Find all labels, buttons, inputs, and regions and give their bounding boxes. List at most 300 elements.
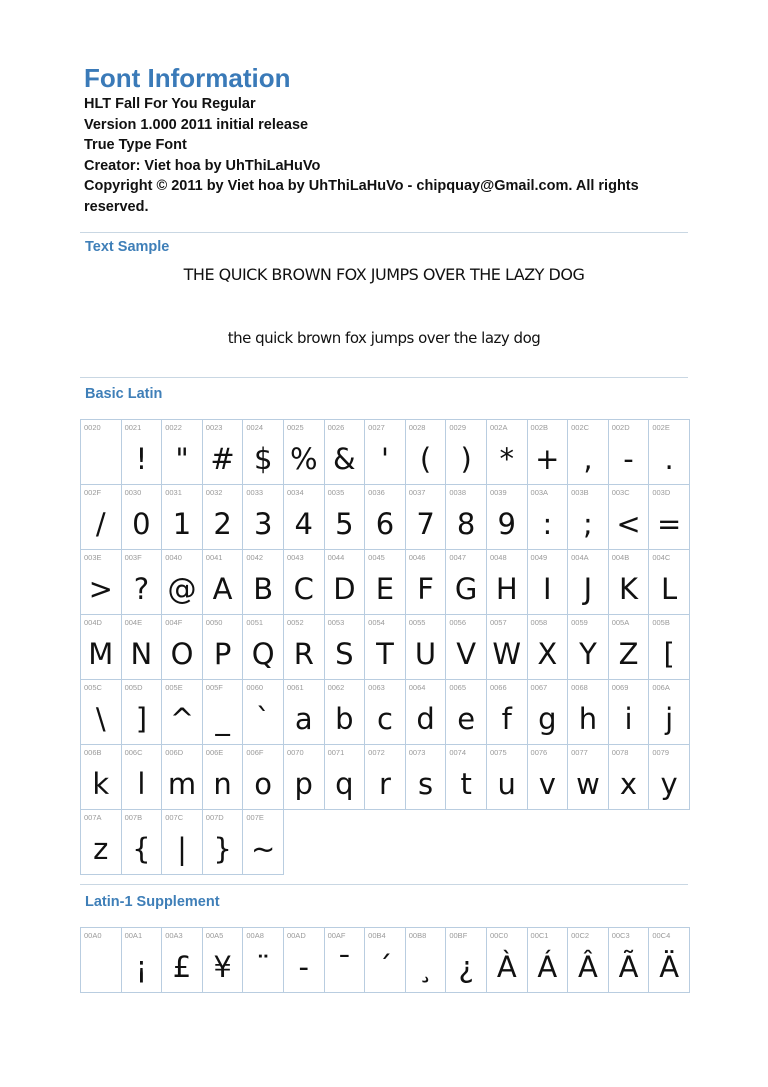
glyph: C xyxy=(293,572,314,606)
glyph: c xyxy=(376,702,393,736)
glyph-cell xyxy=(568,485,609,550)
glyph: q xyxy=(335,767,354,801)
glyph-cell xyxy=(162,550,203,615)
glyph-cell xyxy=(649,928,690,993)
glyph-cell xyxy=(325,680,366,745)
glyph: r xyxy=(378,767,391,801)
glyph-cell xyxy=(81,928,122,993)
codepoint-label: 0020 xyxy=(84,423,101,432)
glyph-cell xyxy=(122,680,163,745)
glyph: W xyxy=(492,637,522,671)
codepoint-label: 0077 xyxy=(571,748,588,757)
glyph: - xyxy=(298,950,309,984)
glyph-cell xyxy=(609,615,650,680)
glyph: H xyxy=(495,572,518,606)
glyph-cell xyxy=(609,420,650,485)
glyph-cell xyxy=(568,928,609,993)
codepoint-label: 003C xyxy=(611,488,630,497)
glyph-cell xyxy=(162,420,203,485)
codepoint-label: 004E xyxy=(124,618,143,627)
glyph: ^ xyxy=(169,702,195,736)
basic-latin-grid xyxy=(80,419,690,875)
glyph: ] xyxy=(135,702,148,736)
glyph: 9 xyxy=(497,507,516,541)
latin1-title: Latin-1 Supplement xyxy=(85,894,220,910)
glyph: l xyxy=(137,767,146,801)
glyph-cell xyxy=(528,420,569,485)
glyph-cell xyxy=(284,550,325,615)
glyph: = xyxy=(656,507,682,541)
glyph-cell xyxy=(649,550,690,615)
font-type: True Type Font xyxy=(84,137,187,153)
glyph: O xyxy=(170,637,194,671)
codepoint-label: 0058 xyxy=(530,618,548,627)
glyph-cell xyxy=(122,810,163,875)
glyph-cell xyxy=(122,928,163,993)
codepoint-label: 005F xyxy=(205,683,223,692)
glyph-cell xyxy=(528,680,569,745)
glyph: * xyxy=(499,442,514,476)
codepoint-label: 0076 xyxy=(530,748,548,757)
glyph-cell xyxy=(162,680,203,745)
codepoint-label: 00A5 xyxy=(205,931,224,940)
glyph-cell xyxy=(203,680,244,745)
glyph: M xyxy=(88,637,114,671)
glyph-cell xyxy=(81,680,122,745)
codepoint-label: 0031 xyxy=(165,488,182,497)
glyph: + xyxy=(535,442,560,476)
codepoint-label: 004F xyxy=(165,618,183,627)
codepoint-label: 00A3 xyxy=(165,931,183,940)
codepoint-label: 0027 xyxy=(368,423,385,432)
glyph-cell xyxy=(446,420,487,485)
codepoint-label: 00C3 xyxy=(611,931,630,940)
glyph-cell xyxy=(284,680,325,745)
glyph: n xyxy=(213,767,232,801)
codepoint-label: 006C xyxy=(124,748,143,757)
font-info-header xyxy=(84,62,690,217)
codepoint-label: 006B xyxy=(84,748,102,757)
latin1-grid xyxy=(80,927,690,993)
codepoint-label: 0045 xyxy=(368,553,385,562)
codepoint-label: 0023 xyxy=(205,423,223,432)
codepoint-label: 0078 xyxy=(611,748,629,757)
glyph-cell xyxy=(365,485,406,550)
glyph-cell xyxy=(365,928,406,993)
divider xyxy=(80,232,688,233)
glyph-cell xyxy=(81,420,122,485)
glyph-cell xyxy=(487,420,528,485)
glyph: [ xyxy=(663,637,675,671)
glyph-cell xyxy=(609,550,650,615)
glyph-cell xyxy=(162,928,203,993)
glyph: h xyxy=(578,702,598,736)
glyph: ¥ xyxy=(213,950,232,984)
glyph: / xyxy=(95,507,106,541)
glyph: 1 xyxy=(172,507,192,541)
codepoint-label: 0044 xyxy=(327,553,345,562)
glyph: o xyxy=(254,767,273,801)
glyph: : xyxy=(542,507,553,541)
glyph: j xyxy=(665,702,674,736)
codepoint-label: 007A xyxy=(84,813,102,822)
codepoint-label: 006F xyxy=(246,748,264,757)
glyph: v xyxy=(538,767,556,801)
glyph-cell xyxy=(162,615,203,680)
codepoint-label: 0030 xyxy=(124,488,142,497)
codepoint-label: 0068 xyxy=(571,683,588,692)
codepoint-label: 0053 xyxy=(327,618,345,627)
glyph: Ã xyxy=(618,950,639,984)
glyph: £ xyxy=(172,950,192,984)
glyph-cell xyxy=(284,745,325,810)
glyph: ? xyxy=(133,572,150,606)
font-copyright: Copyright © 2011 by Viet hoa by UhThiLaHuVo - chipquay@Gmail.com. All rights xyxy=(84,178,639,194)
glyph-cell xyxy=(528,550,569,615)
glyph-cell xyxy=(203,485,244,550)
codepoint-label: 00C4 xyxy=(652,931,671,940)
codepoint-label: 007D xyxy=(205,813,224,822)
glyph-cell xyxy=(284,485,325,550)
glyph-cell xyxy=(325,928,366,993)
codepoint-label: 004C xyxy=(652,553,671,562)
glyph-cell xyxy=(406,550,447,615)
glyph-cell xyxy=(487,485,528,550)
codepoint-label: 00A0 xyxy=(84,931,102,940)
glyph: $ xyxy=(253,442,273,476)
glyph-cell xyxy=(325,550,366,615)
glyph: ` xyxy=(255,702,271,736)
codepoint-label: 005A xyxy=(611,618,630,627)
glyph-cell xyxy=(81,745,122,810)
sample-uppercase: THE QUICK BROWN FOX JUMPS OVER THE LAZY DOG xyxy=(183,265,585,284)
codepoint-label: 0052 xyxy=(286,618,304,627)
glyph: J xyxy=(583,572,593,606)
page-title: Font Information xyxy=(84,63,291,93)
glyph: k xyxy=(92,767,110,801)
glyph-cell xyxy=(243,928,284,993)
glyph-cell xyxy=(325,615,366,680)
glyph: ( xyxy=(419,442,432,476)
codepoint-label: 0079 xyxy=(652,748,669,757)
glyph-cell xyxy=(446,680,487,745)
glyph: d xyxy=(416,702,435,736)
glyph: p xyxy=(294,767,313,801)
glyph: D xyxy=(333,572,356,606)
glyph-cell xyxy=(609,745,650,810)
codepoint-label: 007B xyxy=(124,813,143,822)
divider xyxy=(80,377,688,378)
glyph-cell xyxy=(446,550,487,615)
glyph-cell xyxy=(203,550,244,615)
glyph: 3 xyxy=(253,507,273,541)
glyph: ~ xyxy=(251,832,276,866)
glyph: ´ xyxy=(377,950,393,984)
codepoint-label: 0062 xyxy=(327,683,345,692)
codepoint-label: 0034 xyxy=(286,488,304,497)
codepoint-label: 0063 xyxy=(368,683,385,692)
codepoint-label: 003A xyxy=(530,488,549,497)
glyph-cell xyxy=(203,928,244,993)
codepoint-label: 007C xyxy=(165,813,184,822)
codepoint-label: 003E xyxy=(84,553,102,562)
sample-lowercase: the quick brown fox jumps over the lazy dog xyxy=(227,329,541,347)
glyph-cell xyxy=(649,615,690,680)
glyph: S xyxy=(335,637,354,671)
glyph-cell xyxy=(406,680,447,745)
text-sample-title: Text Sample xyxy=(85,239,170,255)
glyph-cell xyxy=(243,810,284,875)
codepoint-label: 002B xyxy=(530,423,549,432)
glyph: P xyxy=(213,637,232,671)
glyph-cell xyxy=(162,485,203,550)
glyph-cell xyxy=(649,420,690,485)
glyph-cell xyxy=(568,550,609,615)
glyph: , xyxy=(583,442,593,476)
glyph-cell xyxy=(243,420,284,485)
codepoint-label: 0075 xyxy=(489,748,507,757)
glyph-cell xyxy=(203,745,244,810)
codepoint-label: 0067 xyxy=(530,683,548,692)
glyph: T xyxy=(376,637,394,671)
codepoint-label: 0059 xyxy=(571,618,588,627)
glyph: | xyxy=(177,832,187,866)
glyph: 8 xyxy=(456,507,476,541)
codepoint-label: 00AF xyxy=(327,931,346,940)
glyph-cell xyxy=(122,615,163,680)
codepoint-label: 00A1 xyxy=(124,931,143,940)
glyph-cell xyxy=(122,550,163,615)
codepoint-label: 002C xyxy=(571,423,590,432)
glyph: x xyxy=(619,767,638,801)
glyph: a xyxy=(294,702,313,736)
codepoint-label: 005E xyxy=(165,683,183,692)
glyph: G xyxy=(454,572,478,606)
codepoint-label: 0032 xyxy=(205,488,223,497)
codepoint-label: 0041 xyxy=(205,553,223,562)
glyph: & xyxy=(333,442,356,476)
glyph-cell xyxy=(243,550,284,615)
glyph-cell xyxy=(446,928,487,993)
glyph: z xyxy=(93,832,109,866)
glyph-cell xyxy=(609,485,650,550)
glyph: g xyxy=(538,702,557,736)
glyph: Y xyxy=(579,637,597,671)
glyph: À xyxy=(496,950,517,984)
glyph: % xyxy=(289,442,318,476)
glyph: f xyxy=(501,702,512,736)
glyph-cell xyxy=(284,420,325,485)
glyph-cell xyxy=(365,420,406,485)
codepoint-label: 0055 xyxy=(408,618,426,627)
codepoint-label: 0028 xyxy=(408,423,426,432)
glyph-cell xyxy=(446,615,487,680)
glyph: B xyxy=(253,572,274,606)
glyph: V xyxy=(456,637,477,671)
glyph-cell xyxy=(365,550,406,615)
font-version: Version 1.000 2011 initial release xyxy=(84,116,309,133)
codepoint-label: 005C xyxy=(84,683,102,692)
glyph-cell xyxy=(203,615,244,680)
glyph-cell xyxy=(122,745,163,810)
codepoint-label: 003D xyxy=(652,488,671,497)
codepoint-label: 0043 xyxy=(286,553,304,562)
glyph: s xyxy=(417,767,434,801)
glyph: R xyxy=(293,637,314,671)
codepoint-label: 0021 xyxy=(124,423,142,432)
glyph: y xyxy=(660,767,678,801)
codepoint-label: 0071 xyxy=(327,748,345,757)
glyph: K xyxy=(619,572,639,606)
codepoint-label: 007E xyxy=(246,813,264,822)
codepoint-label: 0042 xyxy=(246,553,264,562)
glyph-cell xyxy=(487,680,528,745)
glyph: _ xyxy=(215,702,230,736)
glyph: ' xyxy=(380,442,389,476)
glyph: w xyxy=(576,767,600,801)
codepoint-label: 002F xyxy=(84,488,102,497)
codepoint-label: 0037 xyxy=(408,488,426,497)
glyph-cell xyxy=(325,420,366,485)
glyph: Â xyxy=(578,950,598,984)
codepoint-label: 00C1 xyxy=(530,931,549,940)
codepoint-label: 0069 xyxy=(611,683,629,692)
font-creator: Creator: Viet hoa by UhThiLaHuVo xyxy=(84,157,321,174)
glyph: ) xyxy=(460,442,472,476)
glyph: ¿ xyxy=(458,950,474,984)
divider xyxy=(80,884,688,885)
glyph: < xyxy=(616,507,641,541)
glyph-cell xyxy=(203,810,244,875)
codepoint-label: 002A xyxy=(489,423,508,432)
codepoint-label: 0056 xyxy=(449,618,467,627)
codepoint-label: 00A8 xyxy=(246,931,264,940)
codepoint-label: 0038 xyxy=(449,488,467,497)
glyph-cell xyxy=(365,745,406,810)
glyph: ¡ xyxy=(135,950,148,984)
glyph-cell xyxy=(81,550,122,615)
glyph-cell xyxy=(81,615,122,680)
glyph: U xyxy=(414,637,437,671)
glyph: F xyxy=(417,572,434,606)
glyph-cell xyxy=(284,928,325,993)
glyph-cell xyxy=(446,745,487,810)
glyph: Z xyxy=(618,637,639,671)
glyph: Q xyxy=(251,637,275,671)
glyph: # xyxy=(210,442,235,476)
codepoint-label: 0061 xyxy=(286,683,304,692)
codepoint-label: 00BF xyxy=(449,931,468,940)
glyph: E xyxy=(375,572,395,606)
glyph-cell xyxy=(162,745,203,810)
glyph: 4 xyxy=(294,507,313,541)
codepoint-label: 006A xyxy=(652,683,670,692)
glyph: ¯ xyxy=(337,950,352,984)
glyph: . xyxy=(664,442,674,476)
glyph: " xyxy=(175,442,189,476)
glyph-cell xyxy=(81,810,122,875)
glyph: u xyxy=(497,767,516,801)
glyph-cell xyxy=(487,615,528,680)
codepoint-label: 0039 xyxy=(489,488,507,497)
glyph-cell xyxy=(365,615,406,680)
glyph: A xyxy=(212,572,233,606)
glyph-cell xyxy=(649,745,690,810)
codepoint-label: 0025 xyxy=(286,423,304,432)
glyph: L xyxy=(661,572,678,606)
codepoint-label: 0040 xyxy=(165,553,182,562)
glyph: X xyxy=(537,637,558,671)
codepoint-label: 00C0 xyxy=(489,931,508,940)
codepoint-label: 0033 xyxy=(246,488,264,497)
glyph: I xyxy=(543,572,552,606)
glyph: \ xyxy=(95,702,106,736)
glyph-cell xyxy=(487,928,528,993)
glyph-cell xyxy=(528,928,569,993)
glyph-cell xyxy=(406,485,447,550)
glyph: ¨ xyxy=(255,950,271,984)
glyph-cell xyxy=(568,745,609,810)
glyph-cell xyxy=(446,485,487,550)
codepoint-label: 0046 xyxy=(408,553,426,562)
glyph: 6 xyxy=(375,507,395,541)
glyph: t xyxy=(460,767,472,801)
glyph-cell xyxy=(162,810,203,875)
codepoint-label: 0064 xyxy=(408,683,426,692)
codepoint-label: 004B xyxy=(611,553,630,562)
codepoint-label: 0073 xyxy=(408,748,426,757)
glyph: Á xyxy=(537,950,558,984)
codepoint-label: 0036 xyxy=(368,488,385,497)
codepoint-label: 006D xyxy=(165,748,184,757)
codepoint-label: 0057 xyxy=(489,618,507,627)
glyph-cell xyxy=(243,680,284,745)
glyph-cell xyxy=(243,615,284,680)
codepoint-label: 0051 xyxy=(246,618,264,627)
glyph: } xyxy=(213,832,232,866)
glyph-cell xyxy=(649,485,690,550)
codepoint-label: 002D xyxy=(611,423,630,432)
glyph-cell xyxy=(568,420,609,485)
codepoint-label: 00AD xyxy=(286,931,306,940)
codepoint-label: 00C2 xyxy=(571,931,590,940)
codepoint-label: 005D xyxy=(124,683,143,692)
glyph-cell xyxy=(487,550,528,615)
codepoint-label: 0024 xyxy=(246,423,264,432)
glyph-cell xyxy=(649,680,690,745)
codepoint-label: 006E xyxy=(205,748,224,757)
glyph-cell xyxy=(487,745,528,810)
glyph-cell xyxy=(325,745,366,810)
codepoint-label: 0066 xyxy=(489,683,507,692)
glyph-cell xyxy=(528,745,569,810)
codepoint-label: 0070 xyxy=(286,748,304,757)
codepoint-label: 0072 xyxy=(368,748,385,757)
codepoint-label: 0060 xyxy=(246,683,264,692)
glyph-cell xyxy=(528,485,569,550)
codepoint-label: 0065 xyxy=(449,683,467,692)
font-name: HLT Fall For You Regular xyxy=(84,96,256,112)
glyph-cell xyxy=(609,928,650,993)
glyph: 2 xyxy=(213,507,232,541)
codepoint-label: 0047 xyxy=(449,553,467,562)
basic-latin-title: Basic Latin xyxy=(85,386,163,402)
glyph: Ä xyxy=(659,950,680,984)
glyph-cell xyxy=(122,420,163,485)
glyph-cell xyxy=(203,420,244,485)
glyph-cell xyxy=(406,745,447,810)
codepoint-label: 004A xyxy=(571,553,589,562)
